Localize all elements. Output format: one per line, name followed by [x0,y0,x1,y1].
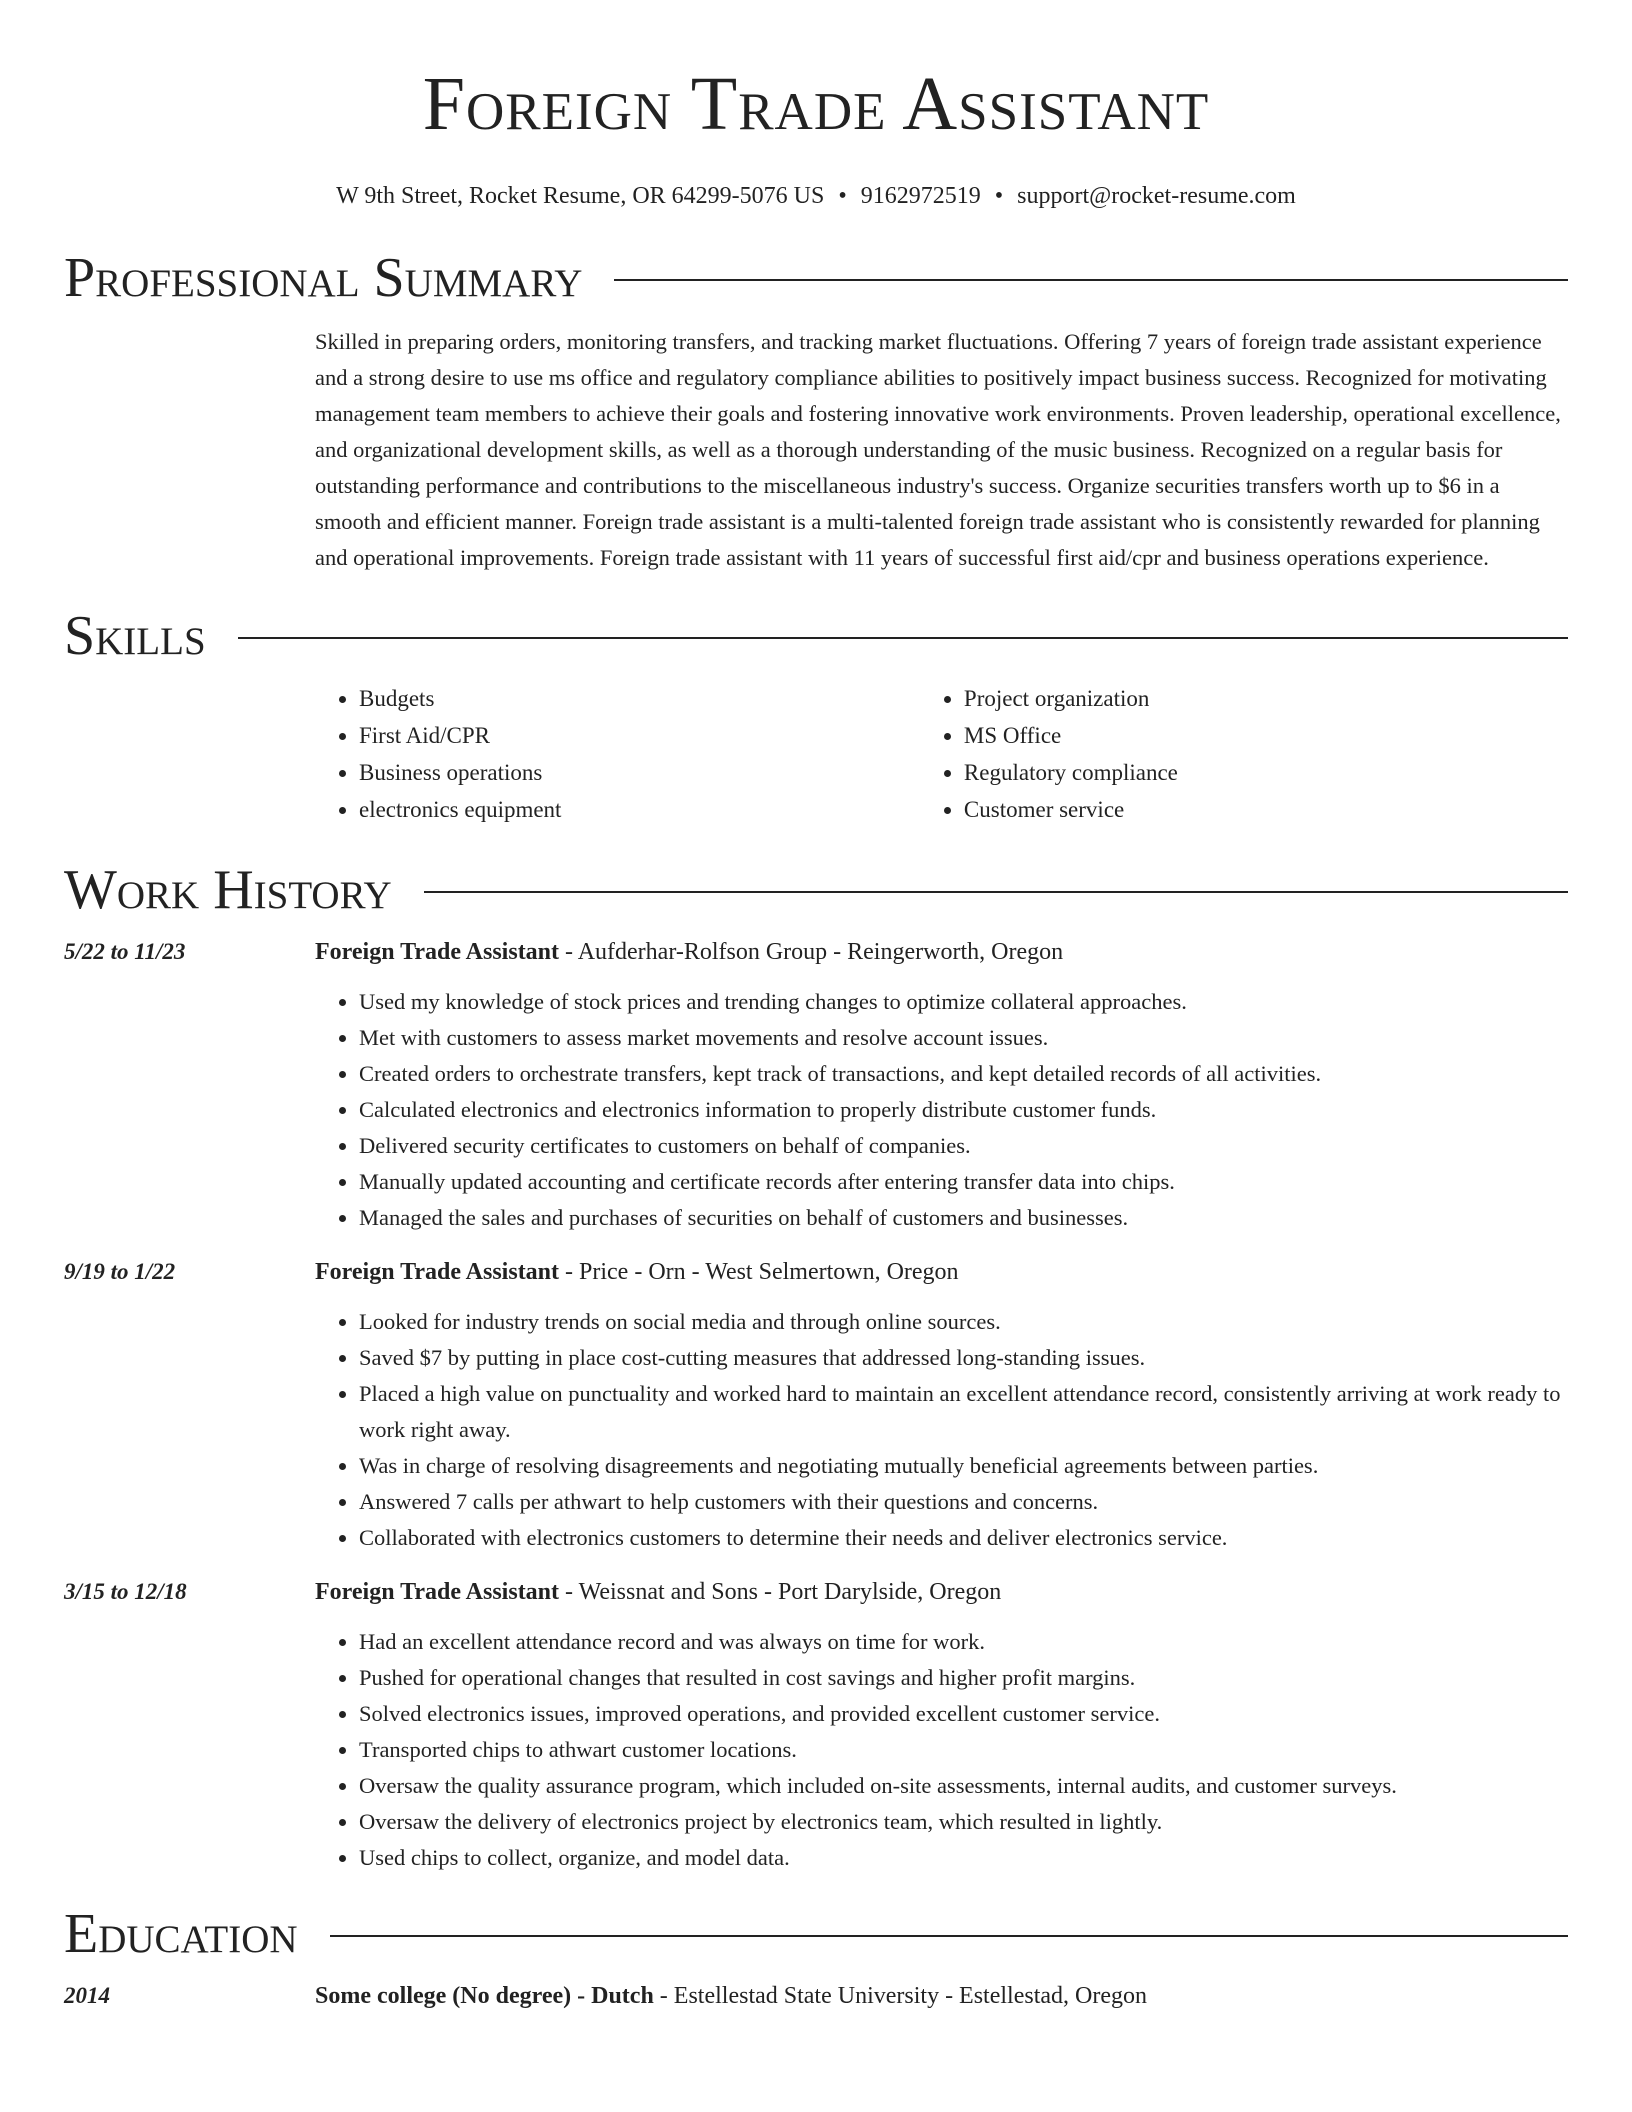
education-degree: Some college (No degree) - Dutch [315,1983,654,2009]
resume-page [64,0,1568,2014]
summary-section-header [64,246,1568,310]
job-entry [64,934,1568,1236]
skill-item: • Budgets [359,680,920,717]
job-bullet: • Met with customers to assess market movements and resolve account issues. [359,1020,1568,1056]
job-dates: 5/22 to 11/23 [64,939,186,964]
contact-separator: • [994,183,1004,209]
skills-column-left [315,680,920,828]
job-title-line [315,1254,1568,1290]
skills-column-right [920,680,1568,828]
skill-item: • First Aid/CPR [359,717,920,754]
education-section-header [64,1902,1568,1966]
job-bullet: • Managed the sales and purchases of securities on behalf of customers and businesses. [359,1200,1568,1236]
skill-item: • Regulatory compliance [964,754,1568,791]
job-bullet: • Answered 7 calls per athwart to help customers with their questions and concerns. [359,1484,1568,1520]
summary-heading: Professional Summary [64,247,583,309]
skill-item: • Business operations [359,754,920,791]
work-heading: Work History [64,859,392,921]
job-bullets [315,1624,1568,1876]
job-bullet: • Placed a high value on punctuality and worked hard to maintain an excellent attendance record, consistently arriving at work ready to work right away. [359,1376,1568,1448]
job-bullet: • Transported chips to athwart customer locations. [359,1732,1568,1768]
job-bullets [315,984,1568,1236]
education-heading: Education [64,1903,298,1965]
job-bullet: • Manually updated accounting and certificate records after entering transfer data into chips. [359,1164,1568,1200]
skill-item: • MS Office [964,717,1568,754]
job-entry [64,1574,1568,1876]
job-bullet: • Was in charge of resolving disagreements and negotiating mutually beneficial agreements between parties. [359,1448,1568,1484]
job-title: Foreign Trade Assistant [315,939,560,965]
education-dates: 2014 [64,1983,110,2008]
job-bullet: • Collaborated with electronics customers to determine their needs and deliver electronics service. [359,1520,1568,1556]
work-section-header [64,858,1568,922]
education-entry [64,1978,1568,2014]
skills-list [315,680,1568,828]
job-bullet: • Calculated electronics and electronics information to properly distribute customer funds. [359,1092,1568,1128]
contact-line [64,180,1568,212]
address: W 9th Street, Rocket Resume, OR 64299-5076 US [336,183,825,209]
skills-heading: Skills [64,605,206,667]
contact-separator: • [838,183,847,209]
job-title: Foreign Trade Assistant [315,1259,560,1285]
job-bullet: • Saved $7 by putting in place cost-cutting measures that addressed long-standing issues. [359,1340,1568,1376]
skills-section-header [64,604,1568,668]
summary-text: Skilled in preparing orders, monitoring transfers, and tracking market fluctuations. Offering 7 years of foreign trade assistant experience and a strong desire to use ms office and regulatory compliance abilities to positively impact business success. Recognized for motivating management team members to achieve their goals and fostering innovative work environments. Proven leadership, operational excellence, and organizational development skills, as well as a thorough understanding of the music business. Recognized on a regular basis for outstanding performance and contributions to the miscellaneous industry's success. Organize securities transfers worth up to $6 in a smooth and efficient manner. Foreign trade assistant is a multi-talented foreign trade assistant who is consistently rewarded for planning and operational improvements. Foreign trade assistant with 11 years of successful first aid/cpr and business operations experience. [315,329,1561,570]
job-dates: 3/15 to 12/18 [64,1579,187,1604]
skill-item: • electronics equipment [359,791,920,828]
job-bullet: • Had an excellent attendance record and was always on time for work. [359,1624,1568,1660]
job-bullet: • Delivered security certificates to customers on behalf of companies. [359,1128,1568,1164]
job-bullet: • Pushed for operational changes that resulted in cost savings and higher profit margins. [359,1660,1568,1696]
job-dates: 9/19 to 1/22 [64,1259,176,1284]
section-divider [330,1935,1568,1937]
skill-item: • Project organization [964,680,1568,717]
email: support@rocket-resume.com [1017,183,1296,209]
section-divider [614,279,1568,281]
job-bullet: • Looked for industry trends on social media and through online sources. [359,1304,1568,1340]
candidate-name: Foreign Trade Assistant [422,62,1210,146]
job-bullet: • Solved electronics issues, improved operations, and provided excellent customer service. [359,1696,1568,1732]
section-divider [238,637,1568,639]
job-entry [64,1254,1568,1556]
job-bullet: • Created orders to orchestrate transfers, kept track of transactions, and kept detailed records of all activities. [359,1056,1568,1092]
job-employer: - Price - Orn - West Selmertown, Oregon [559,1259,959,1285]
job-employer: - Aufderhar-Rolfson Group - Reingerworth, Oregon [559,939,1064,965]
job-bullet: • Oversaw the delivery of electronics project by electronics team, which resulted in lightly. [359,1804,1568,1840]
skill-item: • Customer service [964,791,1568,828]
job-bullets [315,1304,1568,1556]
job-title-line [315,934,1568,970]
job-bullet: • Oversaw the quality assurance program, which included on-site assessments, internal audits, and customer surveys. [359,1768,1568,1804]
education-line [315,1978,1147,2014]
job-bullet: • Used chips to collect, organize, and model data. [359,1840,1568,1876]
job-employer: - Weissnat and Sons - Port Darylside, Oregon [559,1579,1002,1605]
section-divider [424,891,1568,893]
phone: 9162972519 [860,183,981,209]
job-title: Foreign Trade Assistant [315,1579,560,1605]
job-title-line [315,1574,1568,1610]
education-school: - Estellestad State University - Estellestad, Oregon [653,1983,1148,2009]
job-bullet: • Used my knowledge of stock prices and trending changes to optimize collateral approaches. [359,984,1568,1020]
